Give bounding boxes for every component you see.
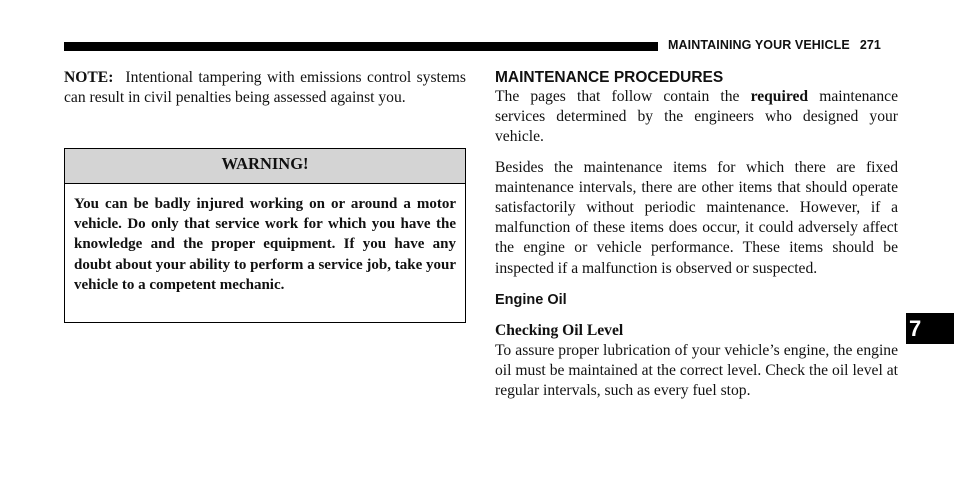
- maintenance-heading: MAINTENANCE PROCEDURES: [495, 69, 724, 86]
- note-text: Intentional tampering with emissions control systems can result in civil penalties being assessed against you.: [64, 69, 466, 107]
- maintenance-p1-end: maintenance services determined by the engineers who designed your vehicle.: [495, 88, 898, 146]
- header-section-title: MAINTAINING YOUR VEHICLE: [668, 38, 850, 52]
- header-rule: [64, 42, 658, 51]
- note-paragraph: [64, 68, 466, 108]
- engine-oil-heading: Engine Oil: [495, 291, 567, 308]
- maintenance-paragraph-2: Besides the maintenance items for which there are fixed maintenance intervals, there are other items that should operate satisfactorily without periodic maintenance. However, if a malfunction of these items does occur, it could adversely affect the engine or vehicle performance. These items should be inspected if a malfunction is observed or suspected.: [495, 158, 898, 277]
- note-label: NOTE:: [64, 69, 114, 86]
- left-column: [64, 68, 466, 108]
- page-number: 271: [859, 38, 881, 52]
- chapter-tab: 7: [906, 313, 954, 344]
- warning-title: WARNING!: [65, 149, 465, 184]
- running-header: [668, 38, 881, 52]
- right-column: [495, 68, 898, 401]
- warning-body: You can be badly injured working on or around a motor vehicle. Do only that service work for which you have the knowledge and the proper equipment. If you have any doubt about your ability to perform a service job, take your vehicle to a competent mechanic.: [74, 196, 456, 293]
- maintenance-p1-start: The pages that follow contain the: [495, 88, 751, 105]
- maintenance-paragraph-1: [495, 87, 898, 148]
- engine-oil-paragraph: To assure proper lubrication of your vehicle’s engine, the engine oil must be maintained at the correct level. Check the oil level at regular intervals, such as every fuel stop.: [495, 341, 898, 400]
- maintenance-p1-bold: required: [750, 88, 809, 105]
- checking-oil-level-heading: Checking Oil Level: [495, 321, 624, 339]
- warning-box: [64, 148, 466, 323]
